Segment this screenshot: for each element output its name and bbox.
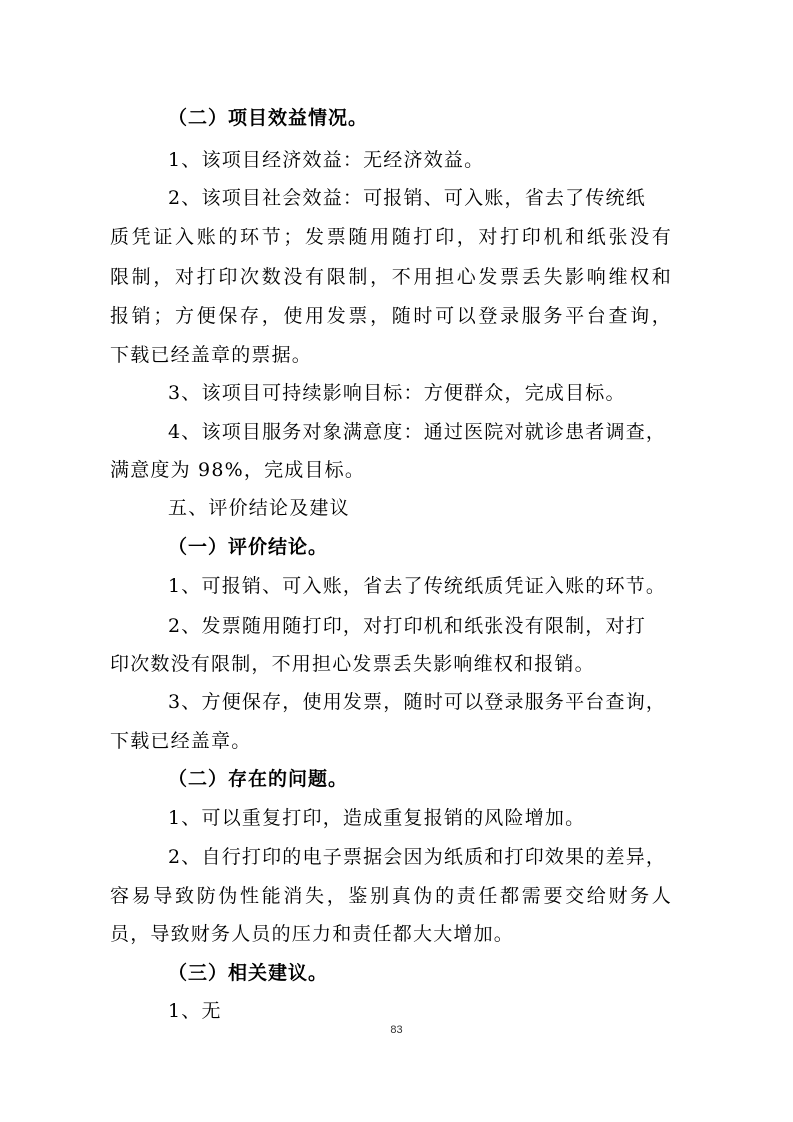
paragraph-satisfaction-line1: 4、该项目服务对象满意度：通过医院对就诊患者调查， [168, 421, 667, 443]
paragraph-social-benefit-line1: 2、该项目社会效益：可报销、可入账，省去了传统纸 [168, 187, 646, 209]
paragraph-conclusion-3-line1: 3、方便保存，使用发票，随时可以登录服务平台查询， [168, 691, 667, 713]
page-number: 83 [390, 1024, 403, 1036]
paragraph-social-benefit-line3: 限制，对打印次数没有限制，不用担心发票丢失影响维权和 [110, 266, 672, 288]
paragraph-suggestion-1: 1、无 [168, 1000, 222, 1022]
section-heading-conclusions: 五、评价结论及建议 [168, 497, 350, 519]
paragraph-conclusion-3-line2: 下载已经盖章。 [110, 730, 252, 752]
paragraph-problem-2-line3: 员，导致财务人员的压力和责任都大大增加。 [110, 923, 515, 945]
paragraph-social-benefit-line4: 报销；方便保存，使用发票，随时可以登录服务平台查询， [110, 305, 672, 327]
paragraph-conclusion-1: 1、可报销、可入账，省去了传统纸质凭证入账的环节。 [168, 575, 667, 597]
paragraph-problem-1: 1、可以重复打印，造成重复报销的风险增加。 [168, 807, 586, 829]
paragraph-conclusion-2-line1: 2、发票随用随打印，对打印机和纸张没有限制，对打 [168, 615, 646, 637]
subheading-evaluation-conclusion: （一）评价结论。 [168, 536, 329, 558]
paragraph-economic-benefit: 1、该项目经济效益：无经济效益。 [168, 149, 485, 171]
paragraph-social-benefit-line2: 质凭证入账的环节；发票随用随打印，对打印机和纸张没有 [110, 226, 672, 248]
paragraph-sustainability: 3、该项目可持续影响目标：方便群众，完成目标。 [168, 382, 626, 404]
paragraph-conclusion-2-line2: 印次数没有限制，不用担心发票丢失影响维权和报销。 [110, 653, 595, 675]
subheading-related-suggestions: （三）相关建议。 [168, 962, 329, 984]
paragraph-satisfaction-line2: 满意度为 98%，完成目标。 [110, 459, 366, 481]
paragraph-problem-2-line1: 2、自行打印的电子票据会因为纸质和打印效果的差异， [168, 846, 667, 868]
section-heading-project-benefit: （二）项目效益情况。 [168, 107, 369, 129]
paragraph-social-benefit-line5: 下载已经盖章的票据。 [110, 344, 313, 366]
paragraph-problem-2-line2: 容易导致防伪性能消失，鉴别真伪的责任都需要交给财务人 [110, 885, 672, 907]
subheading-existing-problems: （二）存在的问题。 [168, 768, 349, 790]
